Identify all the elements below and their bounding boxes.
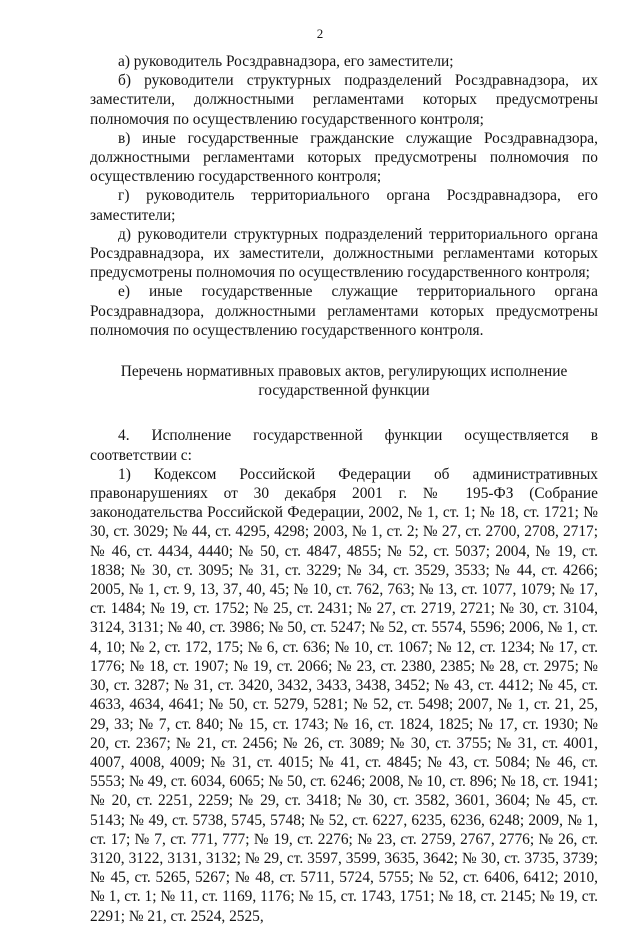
list-item-a: а) руководитель Росздравнадзора, его заместители;	[118, 53, 454, 70]
clause-4-item-1: 1) Кодексом Российской Федерации об административных правонарушениях от 30 декабря 2001 г. № 195-ФЗ (Собрание законодательства Российской Федерации, 2002, № 1, ст. 1; № 18, ст. 1721; № 30, ст. 3029; № 44, ст. 4295, 4298; 2003, № 1, ст. 2; № 27, ст. 2700, 2708, 2717; № 46, ст. 4434, 4440; № 50, ст. 4847, 4855; № 52, ст. 5037; 2004, № 19, ст. 1838; № 30, ст. 3095; № 31, ст. 3229; № 34, ст. 3529, 3533; № 44, ст. 4266; 2005, № 1, ст. 9, 13, 37, 40, 45; № 10, ст. 762, 763; № 13, ст. 1077, 1079; № 17, ст. 1484; № 19, ст. 1752; № 25, ст. 2431; № 27, ст. 2719, 2721; № 30, ст. 3104, 3124, 3131; № 40, ст. 3986; № 50, ст. 5247; № 52, ст. 5574, 5596; 2006, № 1, ст. 4, 10; № 2, ст. 172, 175; № 6, ст. 636; № 10, ст. 1067; № 12, ст. 1234; № 17, ст. 1776; № 18, ст. 1907; № 19, ст. 2066; № 23, ст. 2380, 2385; № 28, ст. 2975; № 30, ст. 3287; № 31, ст. 3420, 3432, 3433, 3438, 3452; № 43, ст. 4412; № 45, ст. 4633, 4634, 4641; № 50, ст. 5279, 5281; № 52, ст. 5498; 2007, № 1, ст. 21, 25, 29, 33; № 7, ст. 840; № 15, ст. 1743; № 16, ст. 1824, 1825; № 17, ст. 1930; № 20, ст. 2367; № 21, ст. 2456; № 26, ст. 3089; № 30, ст. 3755; № 31, ст. 4001, 4007, 4008, 4009; № 31, ст. 4015; № 41, ст. 4845; № 43, ст. 5084; № 46, ст. 5553; № 49, ст. 6034, 6065; № 50, ст. 6246; 2008, № 10, ст. 896; № 18, ст. 1941; № 20, ст. 2251, 2259; № 29, ст. 3418; № 30, ст. 3582, 3601, 3604; № 45, ст. 5143; № 49, ст. 5738, 5745, 5748; № 52, ст. 6227, 6235, 6236, 6248; 2009, № 1, ст. 17; № 7, ст. 771, 777; № 19, ст. 2276; № 23, ст. 2759, 2767, 2776; № 26, ст. 3120, 3122, 3131, 3132; № 29, ст. 3597, 3599, 3635, 3642; № 30, ст. 3735, 3739; № 45, ст. 5265, 5267; № 48, ст. 5711, 5724, 5755; № 52, ст. 6406, 6412; 2010, № 1, ст. 1; № 11, ст. 1169, 1176; № 15, ст. 1743, 1751; № 18, ст. 2145; № 19, ст. 2291; № 21, ст. 2524, 2525,	[90, 465, 598, 925]
list-item-b: б) руководители структурных подразделений Росздравнадзора, их заместители, должностными регламентами которых предусмотрены полномочия по осуществлению государственного контроля;	[90, 72, 598, 128]
section-heading-line-2: государственной функции	[258, 382, 430, 400]
list-item-g: г) руководитель территориального органа Росздравнадзора, его заместители;	[90, 187, 598, 224]
page-content	[90, 52, 598, 926]
list-item-v: в) иные государственные гражданские служащие Росздравнадзора, должностными регламентами которых предусмотрены полномочия по осуществлению государственного контроля;	[90, 129, 598, 186]
list-item-e: е) иные государственные служащие территориального органа Росздравнадзора, должностными регламентами которых предусмотрены полномочия по осуществлению государственного контроля.	[90, 283, 598, 339]
page-number: 2	[316, 26, 324, 41]
section-heading	[90, 362, 598, 400]
list-item-d: д) руководители структурных подразделений территориального органа Росздравнадзора, их заместители, должностными регламентами которых предусмотрены полномочия по осуществлению государственного контроля;	[90, 225, 598, 282]
spacer	[90, 400, 598, 426]
clause-4: 4. Исполнение государственной функции осуществляется в соответствии с:	[90, 427, 598, 464]
spacer	[90, 340, 598, 362]
section-heading-line-1: Перечень нормативных правовых актов, регулирующих исполнение	[120, 363, 568, 381]
